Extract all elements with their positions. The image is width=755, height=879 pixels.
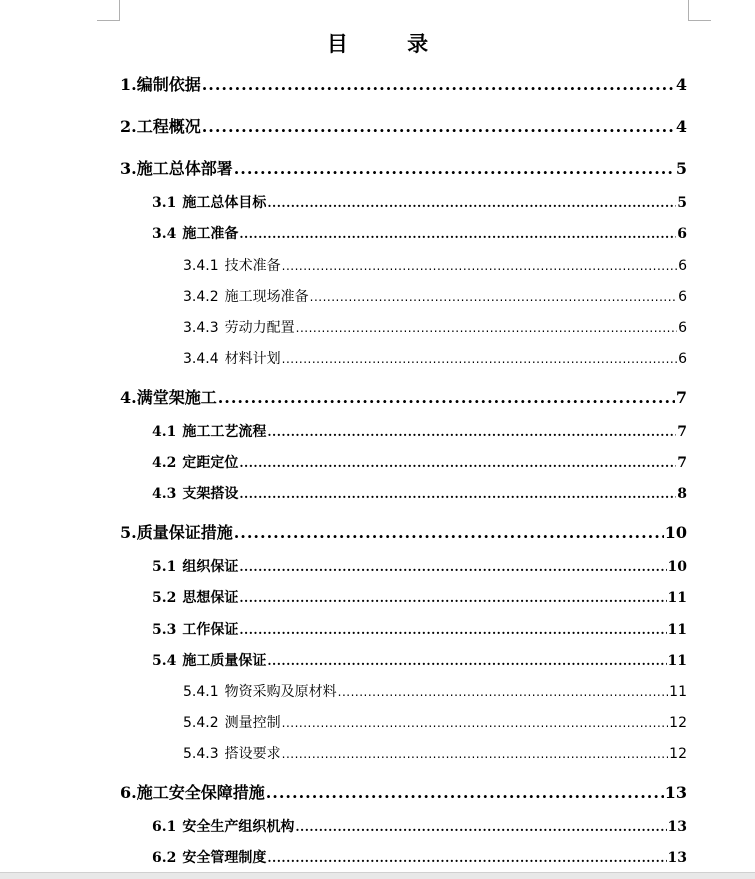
toc-entry-label [183, 348, 281, 368]
toc-entry-number: 6. [120, 783, 137, 802]
toc-leader-dots [295, 819, 666, 835]
toc-leader-dots [310, 289, 677, 305]
toc-leader-dots [218, 388, 675, 407]
toc-entry-label [183, 317, 295, 337]
toc-entry[interactable] [183, 712, 687, 732]
toc-entry-number: 3.4 [152, 226, 177, 242]
toc-entry[interactable] [152, 452, 687, 472]
toc-leader-dots [239, 226, 676, 242]
toc-entry-number: 4. [120, 388, 137, 407]
toc-entry[interactable] [183, 317, 687, 337]
toc-entry-number: 5.2 [152, 590, 177, 606]
toc-entry[interactable] [152, 223, 687, 243]
toc-entry[interactable] [120, 156, 687, 179]
toc-leader-dots [202, 75, 675, 94]
toc-leader-dots [282, 258, 677, 274]
toc-leader-dots [282, 351, 677, 367]
toc-entry-page-number: 12 [669, 715, 687, 731]
toc-entry-label [120, 156, 233, 179]
toc-entry[interactable] [120, 520, 687, 543]
toc-entry-number: 5.4 [152, 653, 177, 669]
toc-entry[interactable] [152, 421, 687, 441]
toc-entry[interactable] [152, 483, 687, 503]
toc-entry-page-number: 11 [669, 684, 687, 700]
toc-entry-text: 施工工艺流程 [182, 424, 267, 440]
toc-entry-label [152, 556, 238, 576]
page-corner-mark-right [688, 0, 711, 21]
toc-entry-label [120, 780, 265, 803]
toc-leader-dots [266, 783, 664, 802]
toc-entry-text: 施工准备 [182, 226, 239, 242]
toc-entry-text: 技术准备 [224, 258, 281, 274]
toc-entry-page-number: 13 [667, 819, 687, 835]
toc-entry-page-number: 7 [677, 424, 687, 440]
toc-entry-number: 5.4.3 [183, 746, 219, 762]
toc-entry-text: 思想保证 [182, 590, 239, 606]
toc-entry-text: 施工总体部署 [136, 159, 233, 178]
toc-leader-dots [267, 850, 666, 866]
toc-entry-text: 组织保证 [182, 559, 239, 575]
toc-entry-number: 5.3 [152, 622, 177, 638]
toc-entry-label [152, 587, 238, 607]
toc-entry-number: 4.1 [152, 424, 177, 440]
toc-entry-label [152, 816, 294, 836]
toc-entry[interactable] [183, 348, 687, 368]
toc-entry-page-number: 6 [677, 226, 687, 242]
toc-entry[interactable] [152, 816, 687, 836]
toc-entry-label [120, 520, 233, 543]
toc-leader-dots [239, 455, 676, 471]
toc-leader-dots [267, 195, 676, 211]
toc-entry-text: 安全管理制度 [182, 850, 267, 866]
toc-entry[interactable] [152, 847, 687, 867]
toc-entry[interactable] [183, 681, 687, 701]
toc-entry-page-number: 7 [677, 455, 687, 471]
toc-leader-dots [239, 622, 666, 638]
toc-leader-dots [202, 117, 675, 136]
toc-entry[interactable] [183, 286, 687, 306]
toc-entry[interactable] [120, 72, 687, 95]
toc-entry-number: 2. [120, 117, 137, 136]
toc-entry-page-number: 13 [667, 850, 687, 866]
toc-entry-text: 物资采购及原材料 [224, 684, 337, 700]
toc-leader-dots [296, 320, 677, 336]
toc-entry-text: 支架搭设 [182, 486, 239, 502]
toc-entry-label [183, 681, 337, 701]
toc-entry-number: 3.4.1 [183, 258, 219, 274]
toc-leader-dots [239, 590, 666, 606]
toc-entry-label [183, 255, 281, 275]
toc-entry-page-number: 5 [677, 195, 687, 211]
toc-leader-dots [239, 559, 666, 575]
toc-entry-label [152, 192, 266, 212]
toc-entry-page-number: 10 [664, 523, 687, 542]
toc-leader-dots [282, 746, 669, 762]
toc-entry-label [183, 743, 281, 763]
toc-entry-text: 编制依据 [136, 75, 201, 94]
toc-entry-page-number: 11 [667, 653, 687, 669]
toc-entry-page-number: 11 [667, 590, 687, 606]
toc-entry-page-number: 5 [675, 159, 687, 178]
toc-entry-number: 6.2 [152, 850, 177, 866]
toc-entry-page-number: 6 [678, 351, 687, 367]
toc-leader-dots [267, 424, 676, 440]
toc-leader-dots [234, 159, 675, 178]
toc-entry-page-number: 6 [678, 289, 687, 305]
toc-entry-number: 5.4.1 [183, 684, 219, 700]
toc-entry-text: 安全生产组织机构 [182, 819, 295, 835]
toc-entry-page-number: 11 [667, 622, 687, 638]
toc-entry-text: 施工现场准备 [224, 289, 309, 305]
toc-entry-text: 搭设要求 [224, 746, 281, 762]
toc-leader-dots [267, 653, 666, 669]
toc-entry-page-number: 8 [677, 486, 687, 502]
toc-entry-label [152, 847, 266, 867]
toc-entry-label [183, 286, 309, 306]
toc-entry-number: 5. [120, 523, 137, 542]
toc-entry-label [120, 114, 201, 137]
toc-entry[interactable] [152, 556, 687, 576]
toc-entry-number: 6.1 [152, 819, 177, 835]
toc-entry-text: 工程概况 [136, 117, 201, 136]
toc-entry-label [152, 223, 238, 243]
toc-entry[interactable] [120, 385, 687, 408]
toc-entry-text: 质量保证措施 [136, 523, 233, 542]
toc-entry-number: 5.4.2 [183, 715, 219, 731]
toc-entry-number: 3.1 [152, 195, 177, 211]
toc-entry-text: 材料计划 [224, 351, 281, 367]
toc-title: 目 录 [326, 31, 455, 56]
toc-entry-text: 满堂架施工 [136, 388, 217, 407]
toc-entry-text: 工作保证 [182, 622, 239, 638]
toc-leader-dots [282, 715, 669, 731]
toc-entry-label [120, 72, 201, 95]
toc-entry-number: 5.1 [152, 559, 177, 575]
toc-entry-text: 测量控制 [224, 715, 281, 731]
toc-leader-dots [338, 684, 669, 700]
toc-entry[interactable] [152, 619, 687, 639]
toc-entry-number: 3. [120, 159, 137, 178]
toc-entry-label [152, 452, 238, 472]
toc-entry-label [152, 619, 238, 639]
toc-entry[interactable] [152, 192, 687, 212]
toc-entry-label [152, 483, 238, 503]
toc-entry-number: 3.4.3 [183, 320, 219, 336]
toc-entry-label [152, 650, 266, 670]
toc-entry-page-number: 4 [675, 117, 687, 136]
toc-entry-label [120, 385, 217, 408]
toc-entry[interactable] [183, 743, 687, 763]
toc-entry-number: 1. [120, 75, 137, 94]
toc-entry-label [152, 421, 266, 441]
page-corner-mark-left [97, 0, 120, 21]
toc-entry-page-number: 10 [667, 559, 687, 575]
toc-entry-page-number: 13 [664, 783, 687, 802]
toc-entry-number: 4.2 [152, 455, 177, 471]
toc-entry-page-number: 12 [669, 746, 687, 762]
toc-entry-number: 3.4.4 [183, 351, 219, 367]
toc-entry[interactable] [120, 780, 687, 803]
toc-entry-page-number: 6 [678, 258, 687, 274]
toc-entry[interactable] [183, 255, 687, 275]
toc-entry-page-number: 4 [675, 75, 687, 94]
toc-entry-text: 施工质量保证 [182, 653, 267, 669]
toc-entry-text: 施工总体目标 [182, 195, 267, 211]
toc-entry[interactable] [120, 114, 687, 137]
toc-entry-text: 施工安全保障措施 [136, 783, 265, 802]
toc-entry-page-number: 6 [678, 320, 687, 336]
toc-leader-dots [234, 523, 664, 542]
toc-entry-text: 定距定位 [182, 455, 239, 471]
toc-entry-number: 4.3 [152, 486, 177, 502]
toc-leader-dots [239, 486, 676, 502]
toc-entry-page-number: 7 [675, 388, 687, 407]
toc-entry[interactable] [152, 650, 687, 670]
toc-entry-label [183, 712, 281, 732]
toc-entry-text: 劳动力配置 [224, 320, 295, 336]
toc-entry-number: 3.4.2 [183, 289, 219, 305]
toc-entry[interactable] [152, 587, 687, 607]
